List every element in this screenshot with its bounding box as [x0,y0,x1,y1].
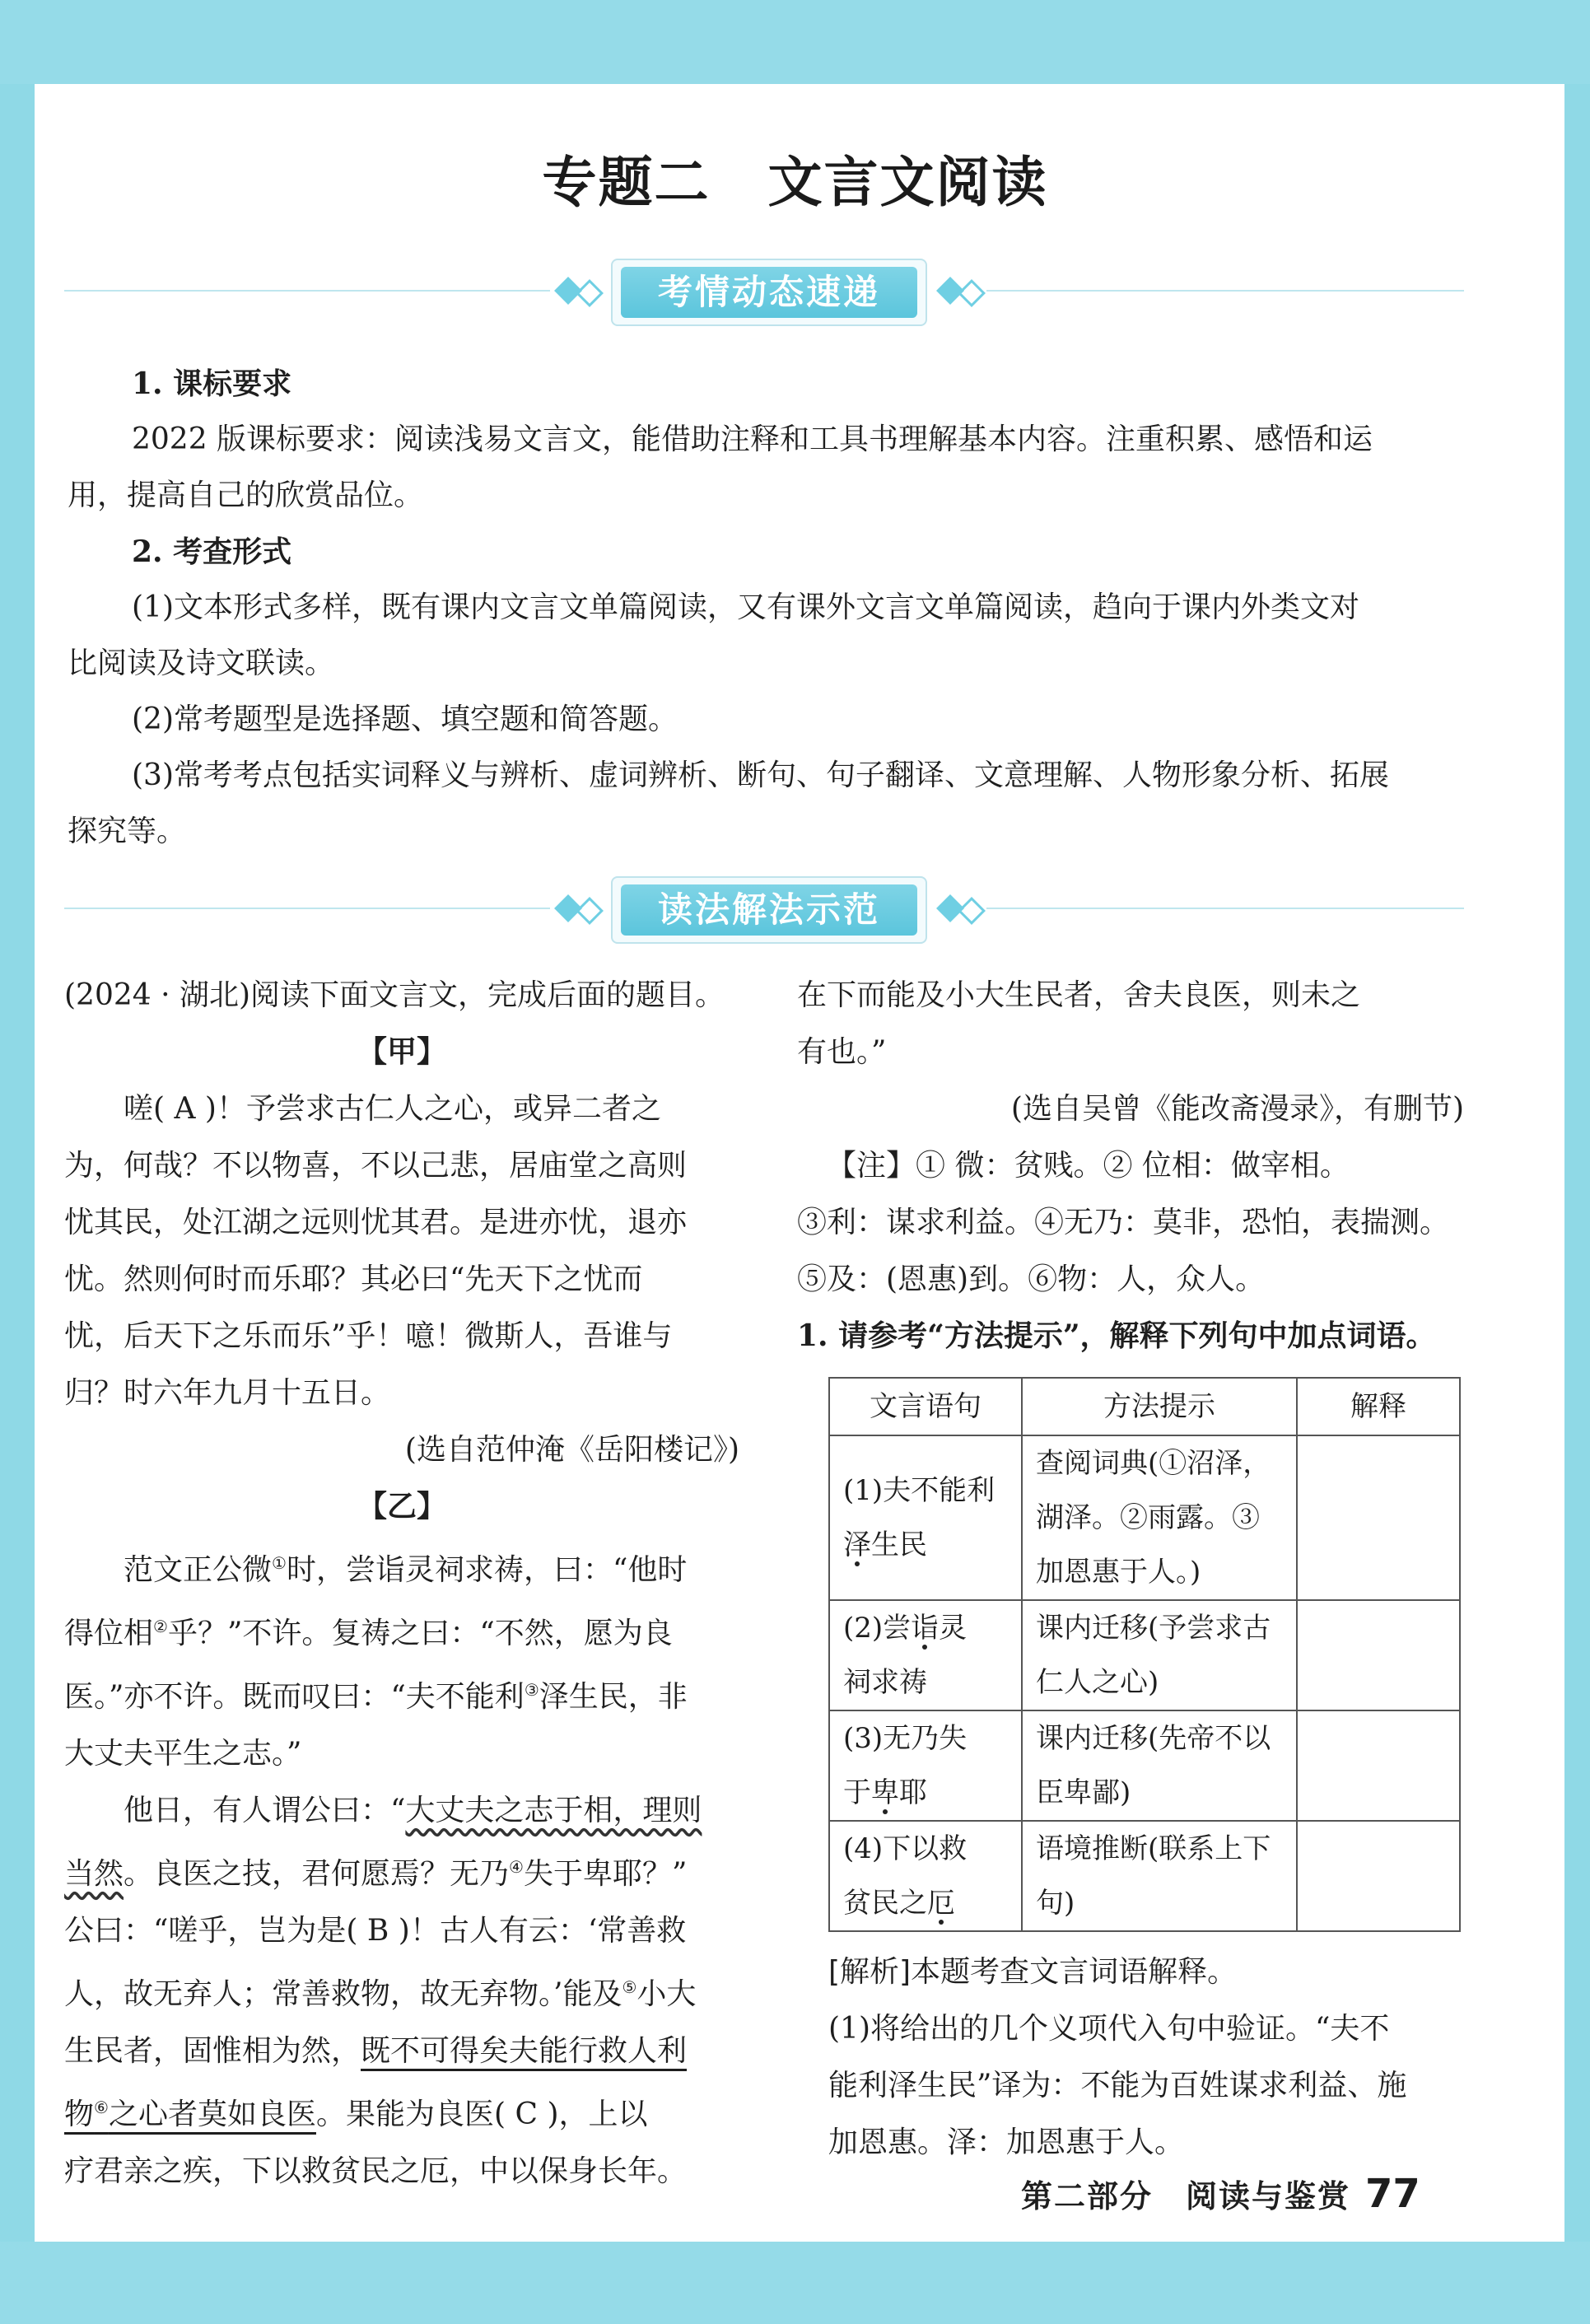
section-banner-reading-method [64,871,1464,945]
table-cell-answer [1297,1710,1460,1821]
passage-line: 人，故无弃人；常善救物，故无弃物。’能及⑤小大 [64,1977,697,2011]
banner-rule-left [64,290,550,292]
table-header-row [829,1378,1460,1435]
question-1: 1. 请参考“方法提示”，解释下列句中加点词语。 [797,1318,1436,1353]
section-banner-exam-trends [64,254,1464,328]
vocab-table [828,1377,1461,1932]
text-line: (2)常考题型是选择题、填空题和简答题。 [132,702,678,736]
table-cell-method: 查阅词典(①沼泽，湖泽。②雨露。③加恩惠于人。) [1022,1435,1297,1600]
text-line: 探究等。 [68,814,187,848]
analysis-line: (1)将给出的几个义项代入句中验证。“夫不 [828,2012,1390,2046]
table-cell-method: 课内迁移(予尝求古仁人之心) [1022,1600,1297,1710]
table-cell-method: 课内迁移(先帝不以臣卑鄙) [1022,1710,1297,1821]
table-row [829,1435,1460,1600]
passage-line: 归？时六年九月十五日。 [64,1376,391,1410]
text-line: 用，提高自己的欣赏品位。 [68,478,424,512]
table-header: 方法提示 [1022,1378,1297,1435]
diamond-outline-icon [576,279,604,307]
passage-line: 医。”亦不许。既而叹曰：“夫不能利③泽生民，非 [64,1680,688,1714]
table-cell-sentence: (4)下以救 贫民之厄 [829,1821,1022,1931]
table-cell-answer [1297,1600,1460,1710]
table-cell-answer [1297,1821,1460,1931]
diamond-outline-icon [576,897,604,925]
bottom-cyan-band [0,2242,1590,2324]
top-cyan-band [0,0,1590,84]
passage-jia-heading: 【甲】 [357,1034,446,1069]
text-line: (3)常考考点包括实词释义与辨析、虚词辨析、断句、句子翻译、文意理解、人物形象分析、拓展 [132,758,1389,792]
table-cell-sentence: (3)无乃失 于卑耶 [829,1710,1022,1821]
passage-yi-heading: 【乙】 [357,1489,446,1524]
table-cell-method: 语境推断(联系上下句) [1022,1821,1297,1931]
annotation-line: ⑤及：(恩惠)到。⑥物：人，众人。 [797,1262,1266,1296]
table-cell-sentence: (1)夫不能利 泽生民 [829,1435,1022,1600]
table-cell-sentence: (2)尝诣灵 祠求祷 [829,1600,1022,1710]
passage-line: 有也。” [797,1035,887,1069]
text-line: (1)文本形式多样，既有课内文言文单篇阅读，又有课外文言文单篇阅读，趋向于课内外类文对 [132,590,1359,624]
wavy-underline-text: 大丈夫之志于相，理则 [405,1794,702,1827]
passage-line: 物⑥之心者莫如良医。果能为良医( C )，上以 [64,2098,648,2131]
passage-source: (选自吴曾《能改斋漫录》，有删节) [1010,1092,1464,1126]
passage-line: 疗君亲之疾，下以救贫民之厄，中以保身长年。 [64,2154,688,2188]
diamond-outline-icon [958,279,986,307]
passage-line: 为，何哉？不以物喜，不以己悲，居庙堂之高则 [64,1149,688,1183]
banner-label-box [611,259,927,326]
analysis-line: 加恩惠。泽：加恩惠于人。 [828,2126,1185,2159]
table-row [829,1710,1460,1821]
text-line: 比阅读及诗文联读。 [68,646,335,680]
table-header: 解释 [1297,1378,1460,1435]
analysis-line: [解析]本题考查文言词语解释。 [828,1955,1238,1989]
passage-line: 嗟( A )！予尝求古仁人之心，或异二者之 [124,1092,661,1126]
passage-line: 生民者，固惟相为然，既不可得矣夫能行救人利 [64,2034,688,2068]
underlined-text: 既不可得矣夫能行救人利 [361,2034,688,2068]
table-row [829,1600,1460,1710]
table-header: 文言语句 [829,1378,1022,1435]
left-column [64,967,739,2200]
footer-part-label: 第二部分 阅读与鉴赏 [1021,2178,1351,2214]
text-line: 2022 版课标要求：阅读浅易文言文，能借助注释和工具书理解基本内容。注重积累、感悟和运 [132,422,1373,456]
banner-label: 读法解法示范 [621,884,917,936]
banner-label: 考情动态速递 [621,267,917,318]
diamond-outline-icon [958,897,986,925]
wavy-underline-text: 当然 [64,1857,124,1891]
passage-source: (选自范仲淹《岳阳楼记》) [404,1433,739,1467]
page-title: 专题二 文言文阅读 [542,151,1048,214]
heading-exam-form: 2. 考查形式 [132,534,292,569]
passage-line: 忧，后天下之乐而乐”乎！噫！微斯人，吾谁与 [64,1319,673,1353]
passage-line: 公曰：“嗟乎，岂为是( B )！古人有云：‘常善救 [64,1914,687,1948]
annotation-line: 【注】① 微：贫贱。② 位相：做宰相。 [827,1149,1350,1183]
analysis-line: 能利泽生民”译为：不能为百姓谋求利益、施 [828,2069,1407,2102]
page-number: 77 [1365,2171,1420,2217]
table-cell-answer [1297,1435,1460,1600]
passage-line: 得位相②乎？”不许。复祷之曰：“不然，愿为良 [64,1617,673,1650]
banner-rule-left [64,908,550,909]
passage-line: 范文正公微①时，尝诣灵祠求祷，曰：“他时 [124,1553,688,1587]
passage-line: 大丈夫平生之志。” [64,1737,302,1771]
right-column [797,967,1464,1365]
table-row [829,1821,1460,1931]
passage-line: 在下而能及小大生民者，舍夫良医，则未之 [797,978,1361,1012]
banner-rule-right [986,908,1464,909]
passage-line: 当然。良医之技，君何愿焉？无乃④失于卑耶？” [64,1857,688,1891]
banner-rule-right [986,290,1464,292]
passage-intro: (2024 · 湖北)阅读下面文言文，完成后面的题目。 [64,978,725,1012]
analysis-block [828,1944,1471,2171]
page-footer [1021,2171,1420,2217]
passage-line: 他日，有人谓公曰：“大丈夫之志于相，理则 [124,1794,702,1827]
heading-curriculum: 1. 课标要求 [132,366,292,401]
passage-line: 忧其民，处江湖之远则忧其君。是进亦忧，退亦 [64,1206,688,1239]
analysis-label: [解析] [828,1955,912,1989]
passage-line: 忧。然则何时而乐耶？其必曰“先天下之忧而 [64,1262,643,1296]
banner-label-box [611,876,927,944]
annotation-line: ③利：谋求利益。④无乃：莫非，恐怕，表揣测。 [797,1206,1450,1239]
underlined-text: 物⑥之心者莫如良医 [64,2098,316,2131]
